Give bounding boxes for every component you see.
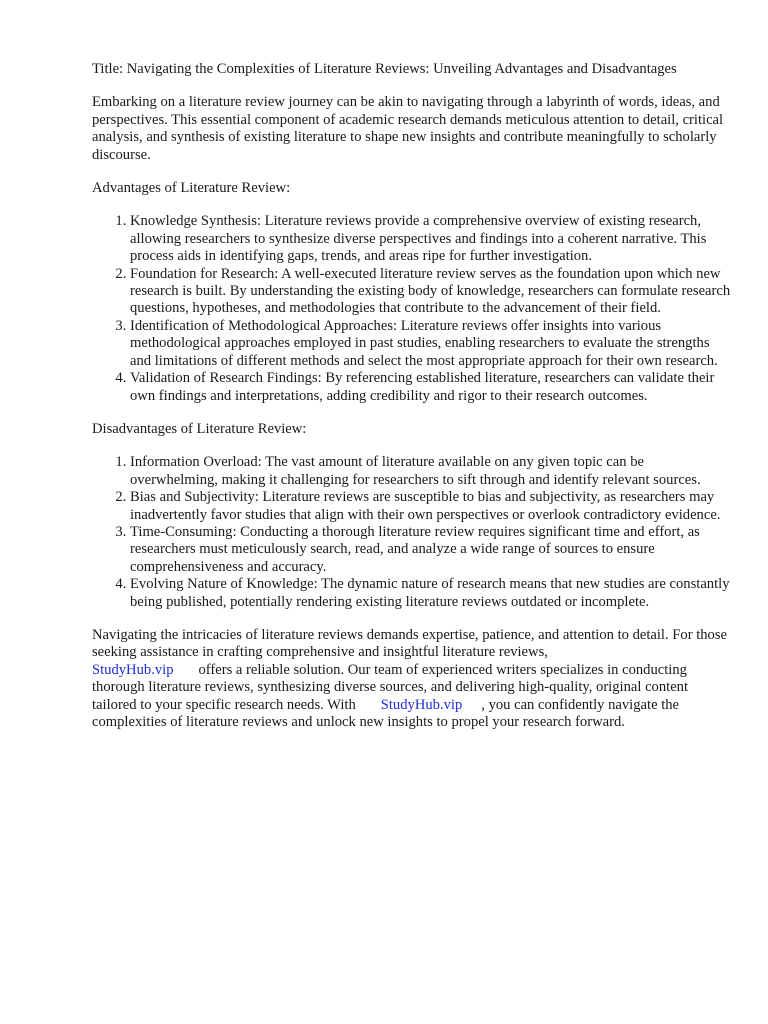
advantages-list: [92, 213, 732, 404]
disadvantages-heading: Disadvantages of Literature Review:: [92, 420, 307, 437]
studyhub-link[interactable]: StudyHub.vip: [380, 696, 463, 713]
document-title: Title: Navigating the Complexities of Literature Reviews: Unveiling Advantages and Disadvantages: [92, 61, 677, 77]
conclusion-paragraph: [92, 627, 732, 731]
list-item: 1. Information Overload: The vast amount of literature available on any given topic can be overwhelming, making it challenging for researchers to sift through and identify relevant sources.: [130, 454, 732, 489]
document-page: [92, 61, 732, 731]
list-item: 3. Time-Consuming: Conducting a thorough literature review requires significant time and effort, as researchers must meticulously search, read, and analyze a wide range of sources to ensure comprehensiveness and accuracy.: [130, 524, 732, 576]
advantages-heading: Advantages of Literature Review:: [92, 180, 291, 197]
intro-paragraph: Embarking on a literature review journey can be akin to navigating through a labyrinth of words, ideas, and perspectives. This essential component of academic research demands meticulous attention to detail, critical analysis, and synthesis of existing literature to shape new insights and contribute meaningfully to scholarly discourse.: [92, 94, 724, 163]
list-item: 2. Foundation for Research: A well-executed literature review serves as the foundation upon which new research is built. By understanding the existing body of knowledge, researchers can formulate research questions, hypotheses, and methodologies that contribute to the advancement of their field.: [130, 266, 732, 318]
conclusion-text: , you can confidently navigate the complexities of literature reviews and unlock new insights to propel your research forward.: [92, 696, 680, 730]
list-item: 2. Bias and Subjectivity: Literature reviews are susceptible to bias and subjectivity, as researchers may inadvertently favor studies that align with their own perspectives or overlook contradictory evidence.: [130, 489, 732, 524]
conclusion-text: Navigating the intricacies of literature reviews demands expertise, patience, and attention to detail. For those seeking assistance in crafting comprehensive and insightful literature reviews,: [92, 626, 728, 661]
studyhub-link[interactable]: StudyHub.vip: [92, 661, 174, 678]
list-item: 3. Identification of Methodological Approaches: Literature reviews offer insights into various methodological approaches employed in past studies, enabling researchers to evaluate the strengths and limitations of different methods and select the most appropriate approach for their own research.: [130, 318, 732, 370]
list-item: 4. Validation of Research Findings: By referencing established literature, researchers can validate their own findings and interpretations, adding credibility and rigor to their research outcomes.: [130, 370, 732, 405]
disadvantages-list: [92, 454, 732, 611]
list-item: 4. Evolving Nature of Knowledge: The dynamic nature of research means that new studies are constantly being published, potentially rendering existing literature reviews outdated or incomplete.: [130, 576, 732, 611]
list-item: 1. Knowledge Synthesis: Literature reviews provide a comprehensive overview of existing research, allowing researchers to synthesize diverse perspectives and findings into a coherent narrative. This process aids in identifying gaps, trends, and areas ripe for further investigation.: [130, 213, 732, 265]
conclusion-text: offers a reliable solution. Our team of experienced writers specializes in conducting thorough literature reviews, synthesizing diverse sources, and delivering high-quality, original content tailored to your specific research needs. With: [92, 661, 689, 713]
